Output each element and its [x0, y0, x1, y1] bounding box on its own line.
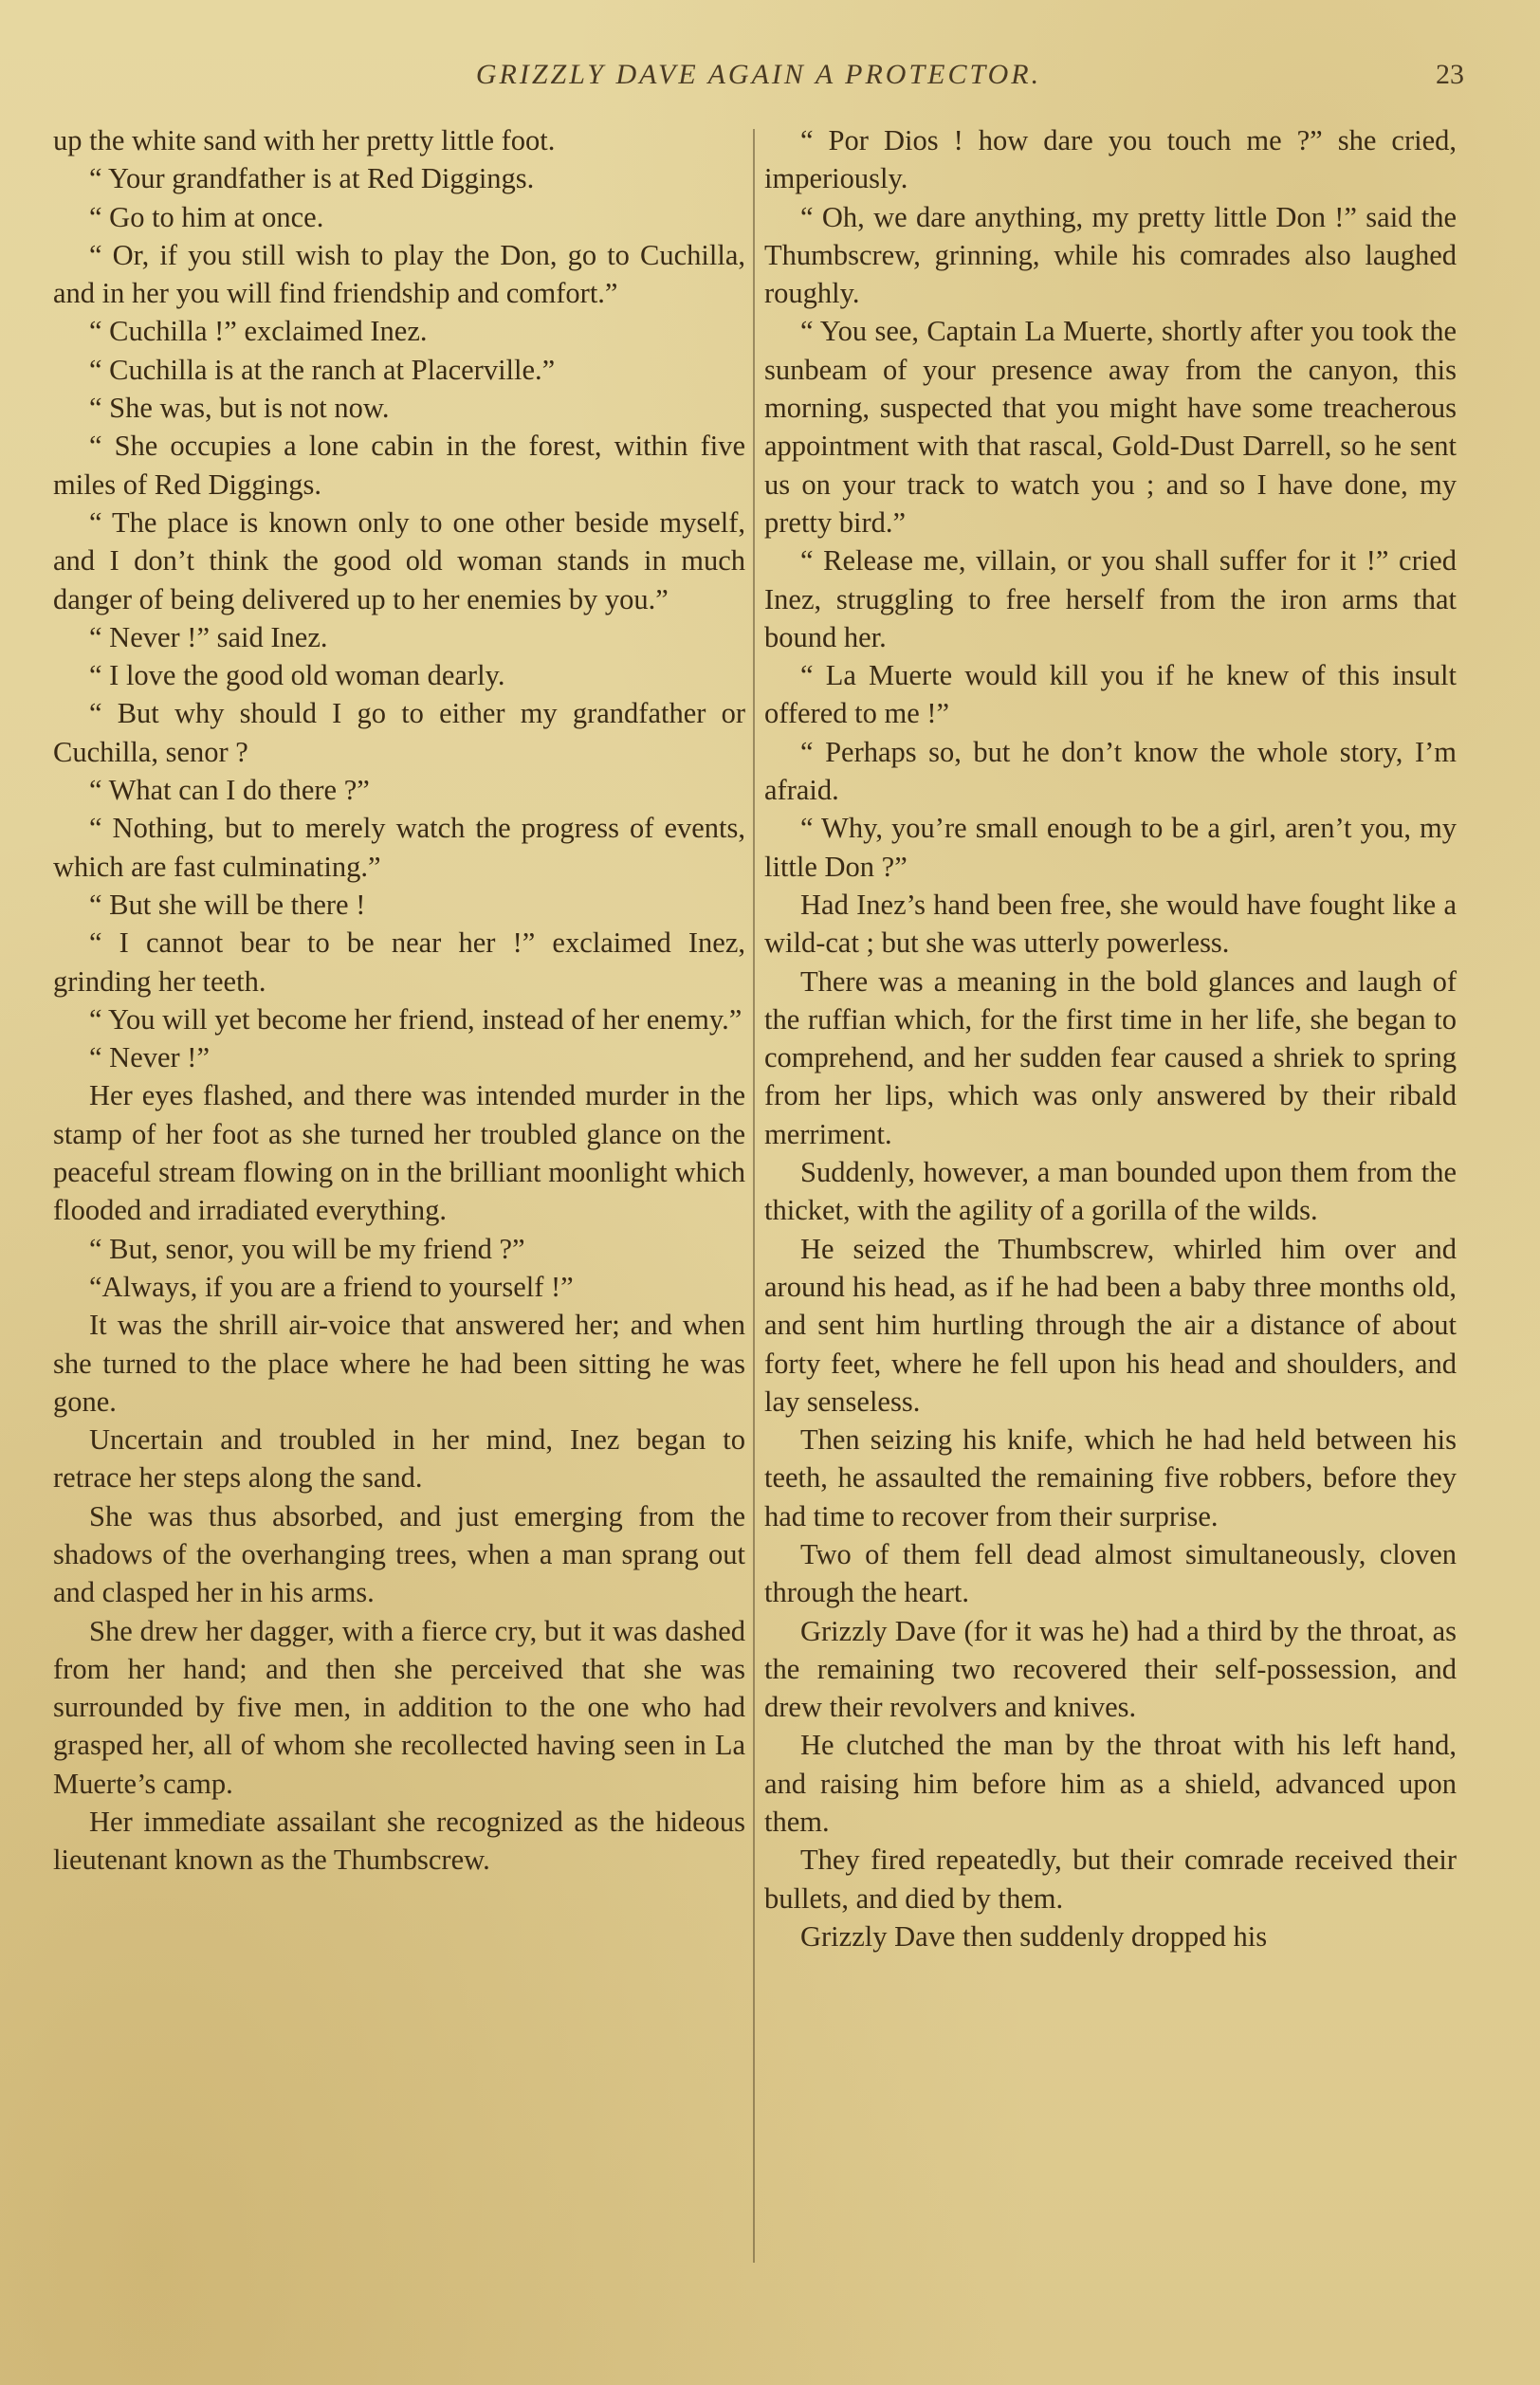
paragraph: Her immediate assailant she recognized as the hideous lieutenant known as the Thumbscrew.	[53, 1806, 745, 1877]
paragraph: She was thus absorbed, and just emerging from the shadows of the overhanging trees, when a man sprang out and clasped her in his arms.	[53, 1499, 745, 1609]
paragraph: “ Or, if you still wish to play the Don, go to Cuchilla, and in her you will find friendship and comfort.”	[53, 238, 745, 310]
paragraph: Suddenly, however, a man bounded upon them from the thicket, with the agility of a gorilla of the wilds.	[764, 1156, 1457, 1227]
paragraph: She drew her dagger, with a fierce cry, but it was dashed from her hand; and then she perceived that she was surrounded by five men, in addition to the one who had grasped her, all of whom she recollected having seen in La Muerte’s camp.	[53, 1614, 745, 1800]
paragraph: “Always, if you are a friend to yourself !”	[89, 1270, 574, 1303]
paragraph: “ Nothing, but to merely watch the progress of events, which are fast culminating.”	[53, 812, 745, 883]
paragraph: “ Why, you’re small enough to be a girl, aren’t you, my little Don ?”	[764, 812, 1457, 883]
paragraph: “ Cuchilla !” exclaimed Inez.	[89, 315, 428, 348]
paragraph: He seized the Thumbscrew, whirled him over and around his head, as if he had been a baby three months old, and sent him hurtling through the air a distance of about forty feet, where he fell upon his head and shoulders, and lay senseless.	[764, 1232, 1457, 1418]
paragraph: “ You will yet become her friend, instead of her enemy.”	[89, 1002, 742, 1036]
paragraph: Two of them fell dead almost simultaneously, cloven through the heart.	[764, 1537, 1457, 1609]
paragraph: They fired repeatedly, but their comrade received their bullets, and died by them.	[764, 1844, 1457, 1915]
paragraph: Had Inez’s hand been free, she would have fought like a wild-cat ; but she was utterly powerless.	[764, 888, 1457, 960]
paragraph: “ What can I do there ?”	[89, 774, 370, 807]
paragraph: He clutched the man by the throat with his left hand, and raising him before him as a shield, advanced upon them.	[764, 1729, 1457, 1839]
paragraph: “ Go to him at once.	[89, 200, 324, 233]
paragraph: “ Your grandfather is at Red Diggings.	[89, 162, 535, 195]
paragraph: “ But she will be there !	[89, 888, 366, 921]
paragraph: “ Release me, villain, or you shall suffer for it !” cried Inez, struggling to free herself from the iron arms that bound her.	[764, 544, 1457, 653]
running-title: GRIZZLY DAVE AGAIN A PROTECTOR.	[475, 59, 1042, 90]
paragraph: “ I cannot bear to be near her !” exclaimed Inez, grinding her teeth.	[53, 926, 745, 998]
paragraph: “ Oh, we dare anything, my pretty little Don !” said the Thumbscrew, grinning, while his comrades also laughed roughly.	[764, 200, 1457, 310]
paragraph: “ I love the good old woman dearly.	[89, 659, 505, 692]
page-number: 23	[1436, 59, 1464, 90]
paragraph: “ She was, but is not now.	[89, 392, 390, 425]
paragraph: “ La Muerte would kill you if he knew of this insult offered to me !”	[764, 659, 1457, 730]
paragraph: “ She occupies a lone cabin in the forest, within five miles of Red Diggings.	[53, 430, 745, 501]
paragraph: “ Cuchilla is at the ranch at Placerville.”	[89, 353, 556, 386]
paragraph: “ The place is known only to one other beside myself, and I don’t think the good old woman stands in much danger of being delivered up to her enemies by you.”	[53, 505, 745, 615]
paragraph: Grizzly Dave then suddenly dropped his	[800, 1919, 1268, 1953]
paragraph: “ Perhaps so, but he don’t know the whole story, I’m afraid.	[764, 735, 1457, 807]
paragraph: It was the shrill air-voice that answered her; and when she turned to the place where he had been sitting he was gone.	[53, 1309, 745, 1418]
paragraph: “ Never !” said Inez.	[89, 620, 328, 653]
paragraph: There was a meaning in the bold glances and laugh of the ruffian which, for the first time in her life, she began to comprehend, and her sudden fear caused a shriek to spring from her lips, which was only answered by their ribald merriment.	[764, 964, 1457, 1150]
paragraph: “ Never !”	[89, 1041, 210, 1074]
paragraph: “ But, senor, you will be my friend ?”	[89, 1232, 525, 1265]
paragraph: “ But why should I go to either my grandfather or Cuchilla, senor ?	[53, 697, 745, 768]
paragraph: “ You see, Captain La Muerte, shortly after you took the sunbeam of your presence away from the canyon, this morning, suspected that you might have some treacherous appointment with that rascal, Gold-Dust Darrell, so he sent us on your track to watch you ; and so I have done, my pretty bird.”	[764, 315, 1457, 539]
paragraph: up the white sand with her pretty little foot.	[53, 124, 556, 156]
paragraph: “ Por Dios ! how dare you touch me ?” she cried, imperiously.	[764, 124, 1457, 195]
paragraph: Uncertain and troubled in her mind, Inez began to retrace her steps along the sand.	[53, 1423, 745, 1495]
left-column	[53, 121, 745, 1880]
paragraph: Her eyes flashed, and there was intended murder in the stamp of her foot as she turned her troubled glance on the peaceful stream flowing on in the brilliant moonlight which flooded and irradiated everything.	[53, 1079, 745, 1227]
paragraph: Then seizing his knife, which he had held between his teeth, he assaulted the remaining five robbers, before they had time to recover from their surprise.	[764, 1423, 1457, 1532]
right-column	[764, 121, 1457, 1955]
page-header	[53, 59, 1464, 108]
paragraph: Grizzly Dave (for it was he) had a third by the throat, as the remaining two recovered their self-possession, and drew their revolvers and knives.	[764, 1614, 1457, 1724]
column-divider	[753, 129, 755, 2263]
